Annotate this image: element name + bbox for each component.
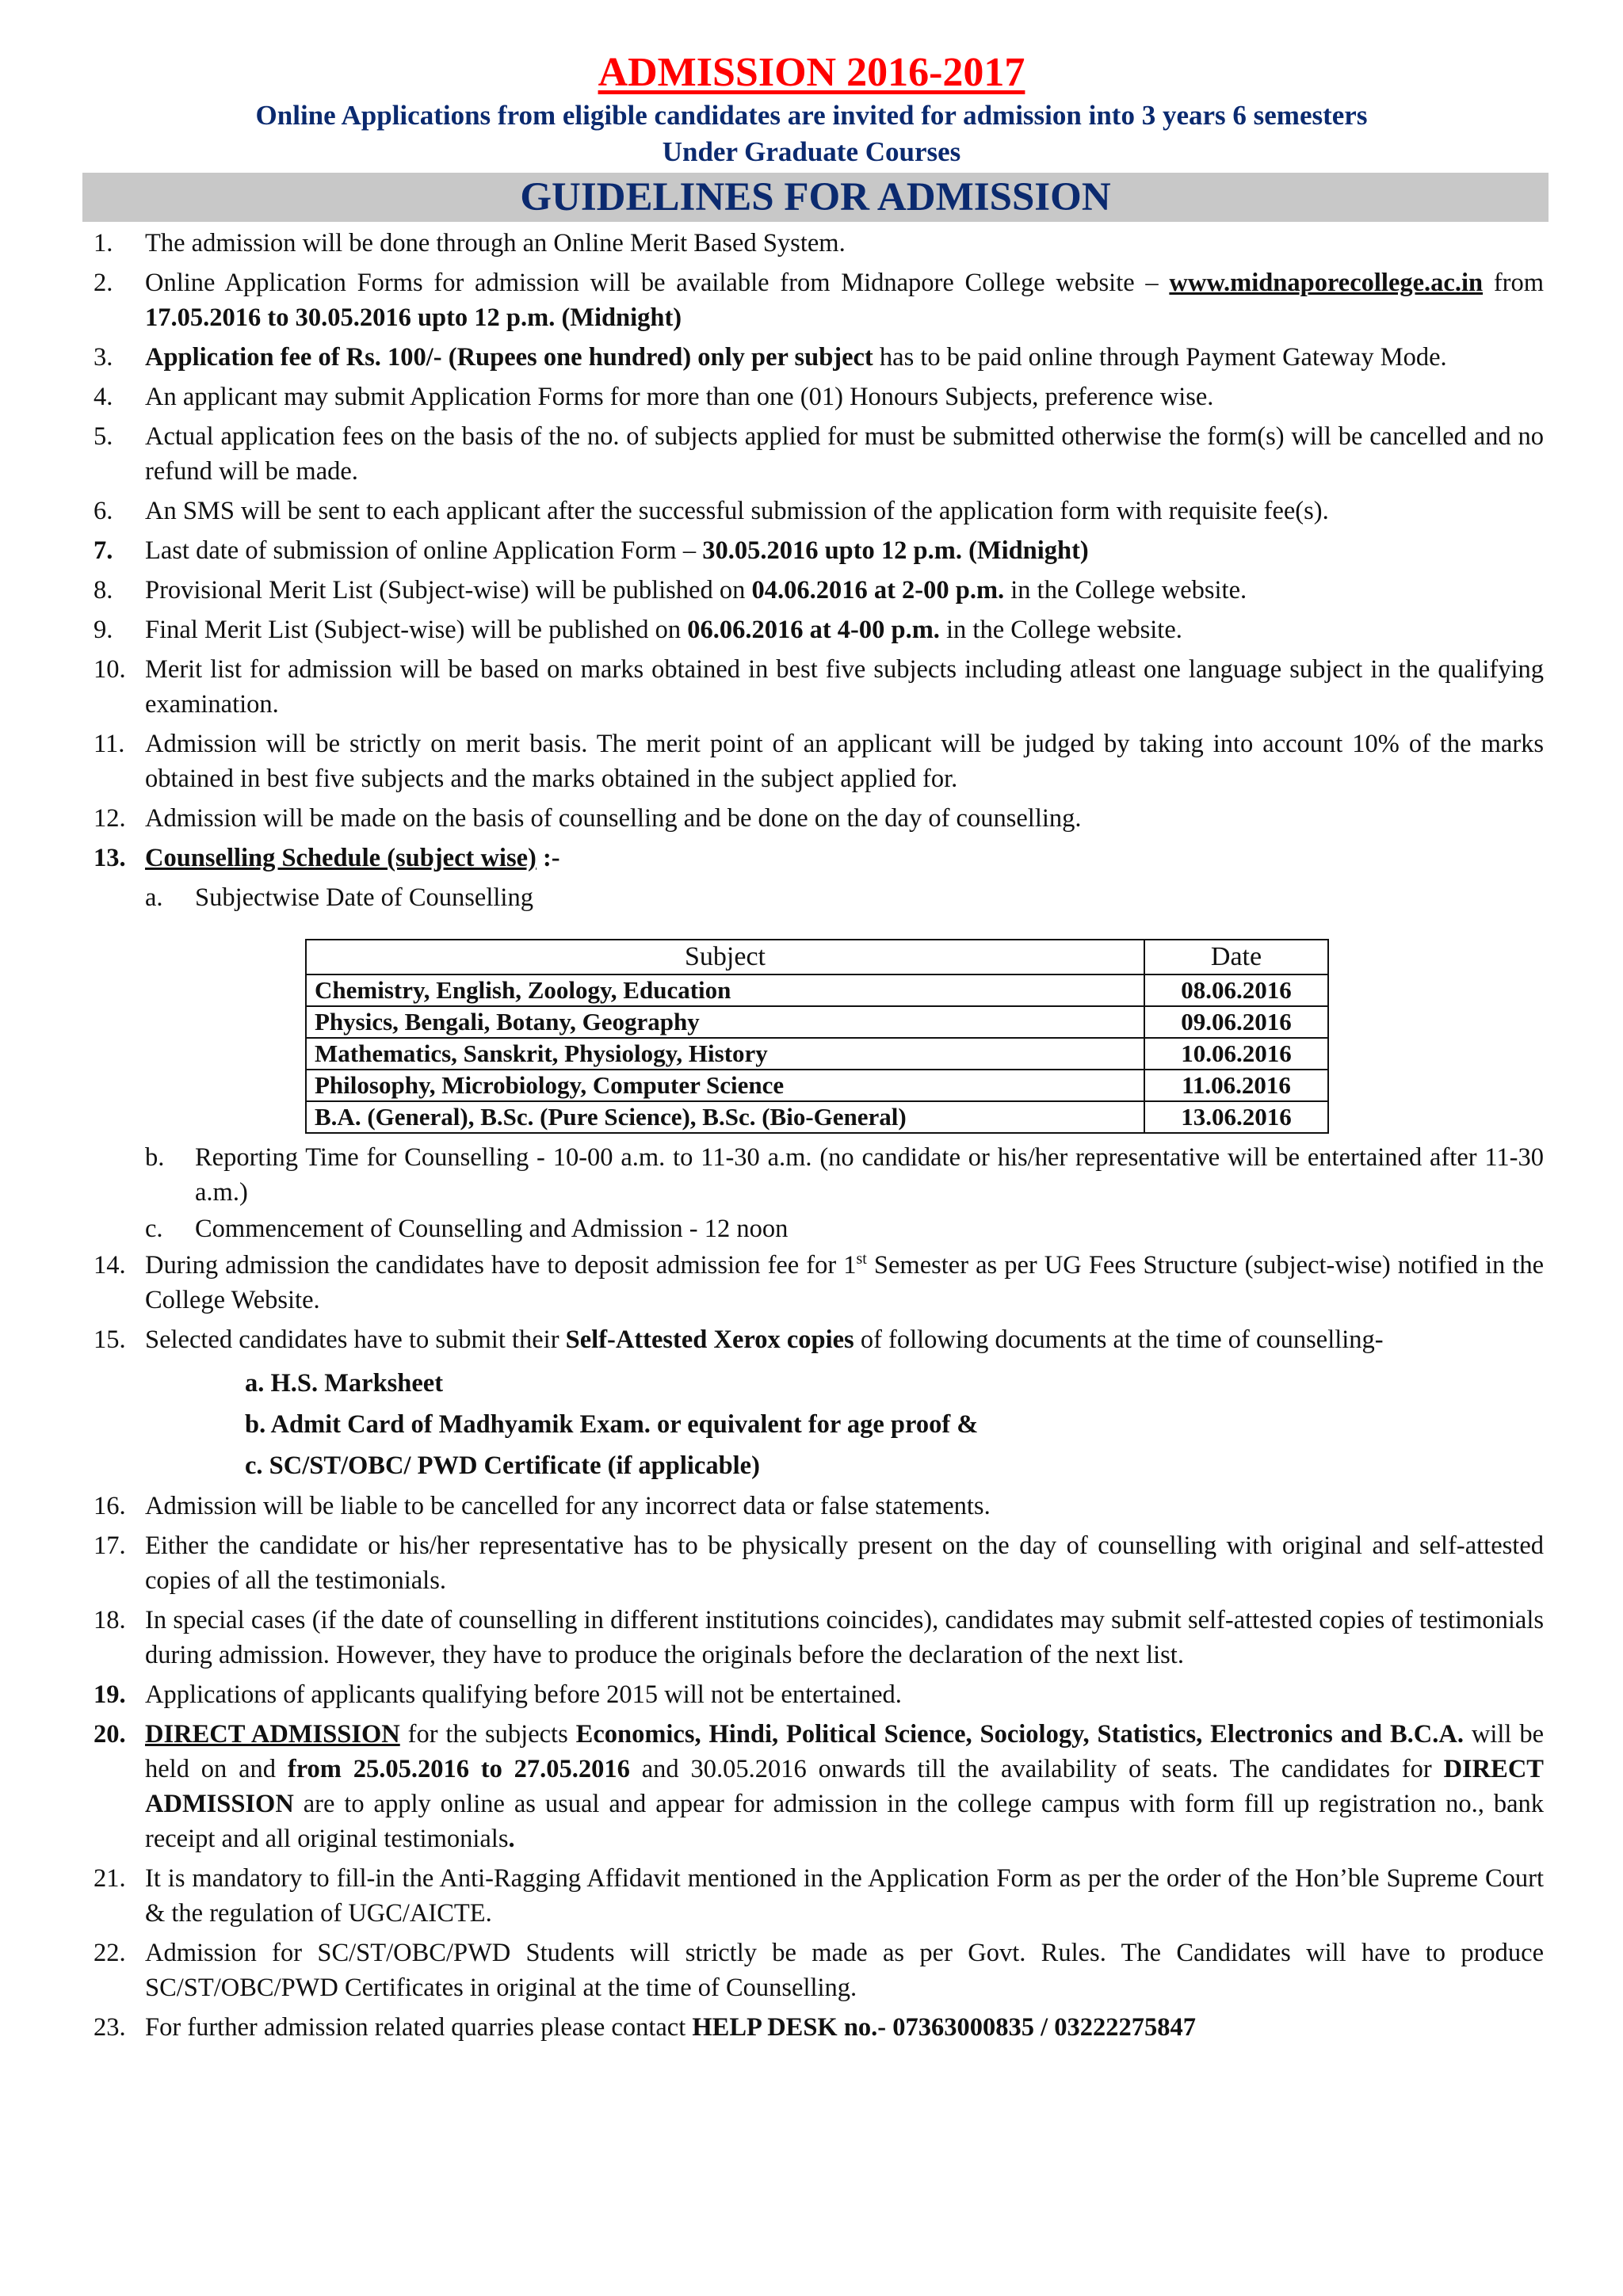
item-text: During admission the candidates have to deposit admission fee for 1	[145, 1251, 857, 1280]
list-item	[0, 226, 1623, 261]
item-number: 19.	[94, 1680, 126, 1709]
sub-item	[0, 880, 1623, 915]
superscript: st	[856, 1250, 867, 1268]
sub-item-text: Commencement of Counselling and Admission - 12 noon	[195, 1215, 789, 1243]
item-text: Either the candidate or his/her representative has to be physically present on the day of counselling with original and self-attested copies of all the testimonials.	[145, 1531, 1544, 1595]
direct-admission-subjects: Economics, Hindi, Political Science, Sociology, Statistics, Electronics and B.C.A.	[575, 1720, 1464, 1749]
item-text: Applications of applicants qualifying before 2015 will not be entertained.	[145, 1680, 902, 1709]
list-item	[0, 419, 1623, 489]
counselling-schedule-heading: Counselling Schedule (subject wise)	[145, 844, 537, 872]
last-date: 30.05.2016 upto 12 p.m. (Midnight)	[702, 536, 1089, 565]
table-row	[306, 1038, 1328, 1070]
help-desk-numbers: HELP DESK no.- 07363000835 / 03222275847	[692, 2013, 1196, 2042]
list-item	[0, 533, 1623, 568]
date-column-header: Date	[1144, 940, 1328, 974]
subject-cell: Chemistry, English, Zoology, Education	[306, 974, 1144, 1006]
item-text: from	[1483, 269, 1544, 297]
guidelines-heading: GUIDELINES FOR ADMISSION	[520, 175, 1111, 219]
item-number: 17.	[94, 1531, 126, 1560]
list-item	[0, 265, 1623, 335]
list-item	[0, 1528, 1623, 1598]
item-number: 11.	[94, 730, 125, 758]
item-number: 7.	[94, 536, 113, 565]
direct-admission-heading: DIRECT ADMISSION	[145, 1720, 400, 1749]
list-item	[0, 801, 1623, 836]
heading-suffix: :-	[536, 844, 560, 872]
sub-item-text: Reporting Time for Counselling - 10-00 a.m. to 11-30 a.m. (no candidate or his/her representative will be entertained after 11-30 a.m.)	[195, 1143, 1544, 1207]
item-text: Final Merit List (Subject-wise) will be published on	[145, 616, 688, 644]
required-documents	[0, 1365, 1623, 1484]
list-item	[0, 1248, 1623, 1318]
item-number: 15.	[94, 1325, 126, 1354]
item-number: 2.	[94, 269, 113, 297]
item-text: Last date of submission of online Application Form –	[145, 536, 703, 565]
date-cell: 08.06.2016	[1144, 974, 1328, 1006]
document-item: b. Admit Card of Madhyamik Exam. or equivalent for age proof &	[245, 1410, 979, 1439]
item-number: 1.	[94, 229, 113, 257]
list-item	[0, 1603, 1623, 1672]
sub-item-label: b.	[145, 1143, 165, 1172]
date-cell: 13.06.2016	[1144, 1101, 1328, 1133]
item-text: Admission will be liable to be cancelled for any incorrect data or false statements.	[145, 1492, 991, 1520]
list-item	[0, 1322, 1623, 1357]
item-text: Actual application fees on the basis of the no. of subjects applied for must be submitted otherwise the form(s) will be cancelled and no refund will be made.	[145, 422, 1544, 486]
date-cell: 09.06.2016	[1144, 1006, 1328, 1038]
list-item	[0, 1717, 1623, 1856]
item-text: An applicant may submit Application Forms for more than one (01) Honours Subjects, preference wise.	[145, 383, 1214, 411]
item-number: 4.	[94, 383, 113, 411]
list-item	[0, 494, 1623, 528]
item-text: Admission will be made on the basis of counselling and be done on the day of counselling.	[145, 804, 1082, 833]
list-item	[0, 1489, 1623, 1524]
item-number: 16.	[94, 1492, 126, 1520]
item-text: in the College website.	[939, 616, 1182, 644]
item-text: Merit list for admission will be based on marks obtained in best five subjects including atleast one language subject in the qualifying examination.	[145, 655, 1544, 719]
list-item	[0, 841, 1623, 875]
list-item	[0, 727, 1623, 796]
sub-item-label: c.	[145, 1215, 163, 1243]
table-row	[306, 1101, 1328, 1133]
item-number: 14.	[94, 1251, 126, 1280]
subtitle-line-2: Under Graduate Courses	[662, 136, 961, 167]
table-row	[306, 1070, 1328, 1101]
item-text: Admission will be strictly on merit basis. The merit point of an applicant will be judged by taking into account 10% of the marks obtained in best five subjects and the marks obtained in the subject applied for.	[145, 730, 1544, 793]
item-number: 8.	[94, 576, 113, 605]
item-number: 18.	[94, 1606, 126, 1634]
subject-column-header: Subject	[306, 940, 1144, 974]
subject-cell: B.A. (General), B.Sc. (Pure Science), B.Sc. (Bio-General)	[306, 1101, 1144, 1133]
page-title: ADMISSION 2016-2017	[598, 50, 1025, 95]
item-text: An SMS will be sent to each applicant after the successful submission of the application form with requisite fee(s).	[145, 497, 1329, 525]
guidelines-band	[82, 173, 1549, 222]
sub-item	[0, 1211, 1623, 1246]
item-text: Semester as per UG Fees Structure (subject-wise) notified in the College Website.	[145, 1251, 1544, 1314]
application-fee: Application fee of Rs. 100/- (Rupees one hundred) only per subject	[145, 343, 873, 372]
self-attested-copies: Self-Attested Xerox copies	[565, 1325, 854, 1354]
item-number: 20.	[94, 1720, 126, 1749]
subtitle-line-1: Online Applications from eligible candidates are invited for admission into 3 years 6 semesters	[255, 100, 1368, 131]
table-row	[306, 1006, 1328, 1038]
college-website-link[interactable]: www.midnaporecollege.ac.in	[1169, 269, 1484, 297]
item-text: in the College website.	[1004, 576, 1247, 605]
item-text: Admission for SC/ST/OBC/PWD Students will strictly be made as per Govt. Rules. The Candidates will have to produce SC/ST/OBC/PWD Certificates in original at the time of Counselling.	[145, 1939, 1544, 2002]
date-cell: 10.06.2016	[1144, 1038, 1328, 1070]
list-item	[0, 1677, 1623, 1712]
item-text: For further admission related quarries please contact	[145, 2013, 693, 2042]
list-item	[0, 340, 1623, 375]
sub-item-label: a.	[145, 883, 163, 912]
document-item: a. H.S. Marksheet	[245, 1369, 444, 1398]
item-number: 13.	[94, 844, 126, 872]
item-text: and 30.05.2016 onwards till the availability of seats. The candidates for	[629, 1755, 1444, 1783]
list-item	[0, 612, 1623, 647]
item-text: Provisional Merit List (Subject-wise) will be published on	[145, 576, 752, 605]
table-header-row	[306, 940, 1328, 974]
item-number: 5.	[94, 422, 113, 451]
sub-item-text: Subjectwise Date of Counselling	[195, 883, 533, 912]
item-number: 10.	[94, 655, 126, 684]
guidelines-list	[0, 226, 1623, 2050]
item-number: 6.	[94, 497, 113, 525]
item-text: It is mandatory to fill-in the Anti-Ragging Affidavit mentioned in the Application Form as per the order of the Hon’ble Supreme Court & the regulation of UGC/AICTE.	[145, 1864, 1544, 1928]
item-text: are to apply online as usual and appear for admission in the college campus with form fill up registration no., bank receipt and all original testimonials	[145, 1790, 1544, 1853]
item-number: 23.	[94, 2013, 126, 2042]
item-text: Selected candidates have to submit their	[145, 1325, 566, 1354]
direct-admission-dates: from 25.05.2016 to 27.05.2016	[287, 1755, 630, 1783]
direct-admission-label: DIRECT ADMISSION	[145, 1755, 1544, 1818]
item-text: will be held on and	[145, 1720, 1545, 1783]
list-item	[0, 2010, 1623, 2045]
table-row	[306, 974, 1328, 1006]
subject-cell: Mathematics, Sanskrit, Physiology, History	[306, 1038, 1144, 1070]
item-number: 9.	[94, 616, 113, 644]
document-item: c. SC/ST/OBC/ PWD Certificate (if applicable)	[245, 1451, 760, 1480]
item-text: for the subjects	[399, 1720, 576, 1749]
item-text: The admission will be done through an Online Merit Based System.	[145, 229, 846, 257]
subject-cell: Philosophy, Microbiology, Computer Science	[306, 1070, 1144, 1101]
item-number: 3.	[94, 343, 113, 372]
item-text: has to be paid online through Payment Gateway Mode.	[873, 343, 1447, 372]
counselling-schedule-table	[305, 939, 1329, 1134]
list-item	[0, 573, 1623, 608]
date-cell: 11.06.2016	[1144, 1070, 1328, 1101]
subject-cell: Physics, Bengali, Botany, Geography	[306, 1006, 1144, 1038]
list-item	[0, 1936, 1623, 2005]
item-text: Online Application Forms for admission will be available from Midnapore College website –	[145, 269, 1170, 297]
sub-item	[0, 1140, 1623, 1210]
period: .	[508, 1825, 515, 1853]
final-list-date: 06.06.2016 at 4-00 p.m.	[687, 616, 940, 644]
item-number: 12.	[94, 804, 126, 833]
item-number: 21.	[94, 1864, 126, 1893]
list-item	[0, 379, 1623, 414]
list-item	[0, 652, 1623, 722]
item-text: In special cases (if the date of counselling in different institutions coincides), candidates may submit self-attested copies of testimonials during admission. However, they have to produce the originals before the declaration of the next list.	[145, 1606, 1544, 1669]
provisional-list-date: 04.06.2016 at 2-00 p.m.	[751, 576, 1005, 605]
schedule-table-wrap	[0, 939, 1623, 1134]
list-item	[0, 1861, 1623, 1931]
item-text: of following documents at the time of counselling-	[854, 1325, 1384, 1354]
application-dates: 17.05.2016 to 30.05.2016 upto 12 p.m. (Midnight)	[145, 303, 682, 332]
item-number: 22.	[94, 1939, 126, 1967]
